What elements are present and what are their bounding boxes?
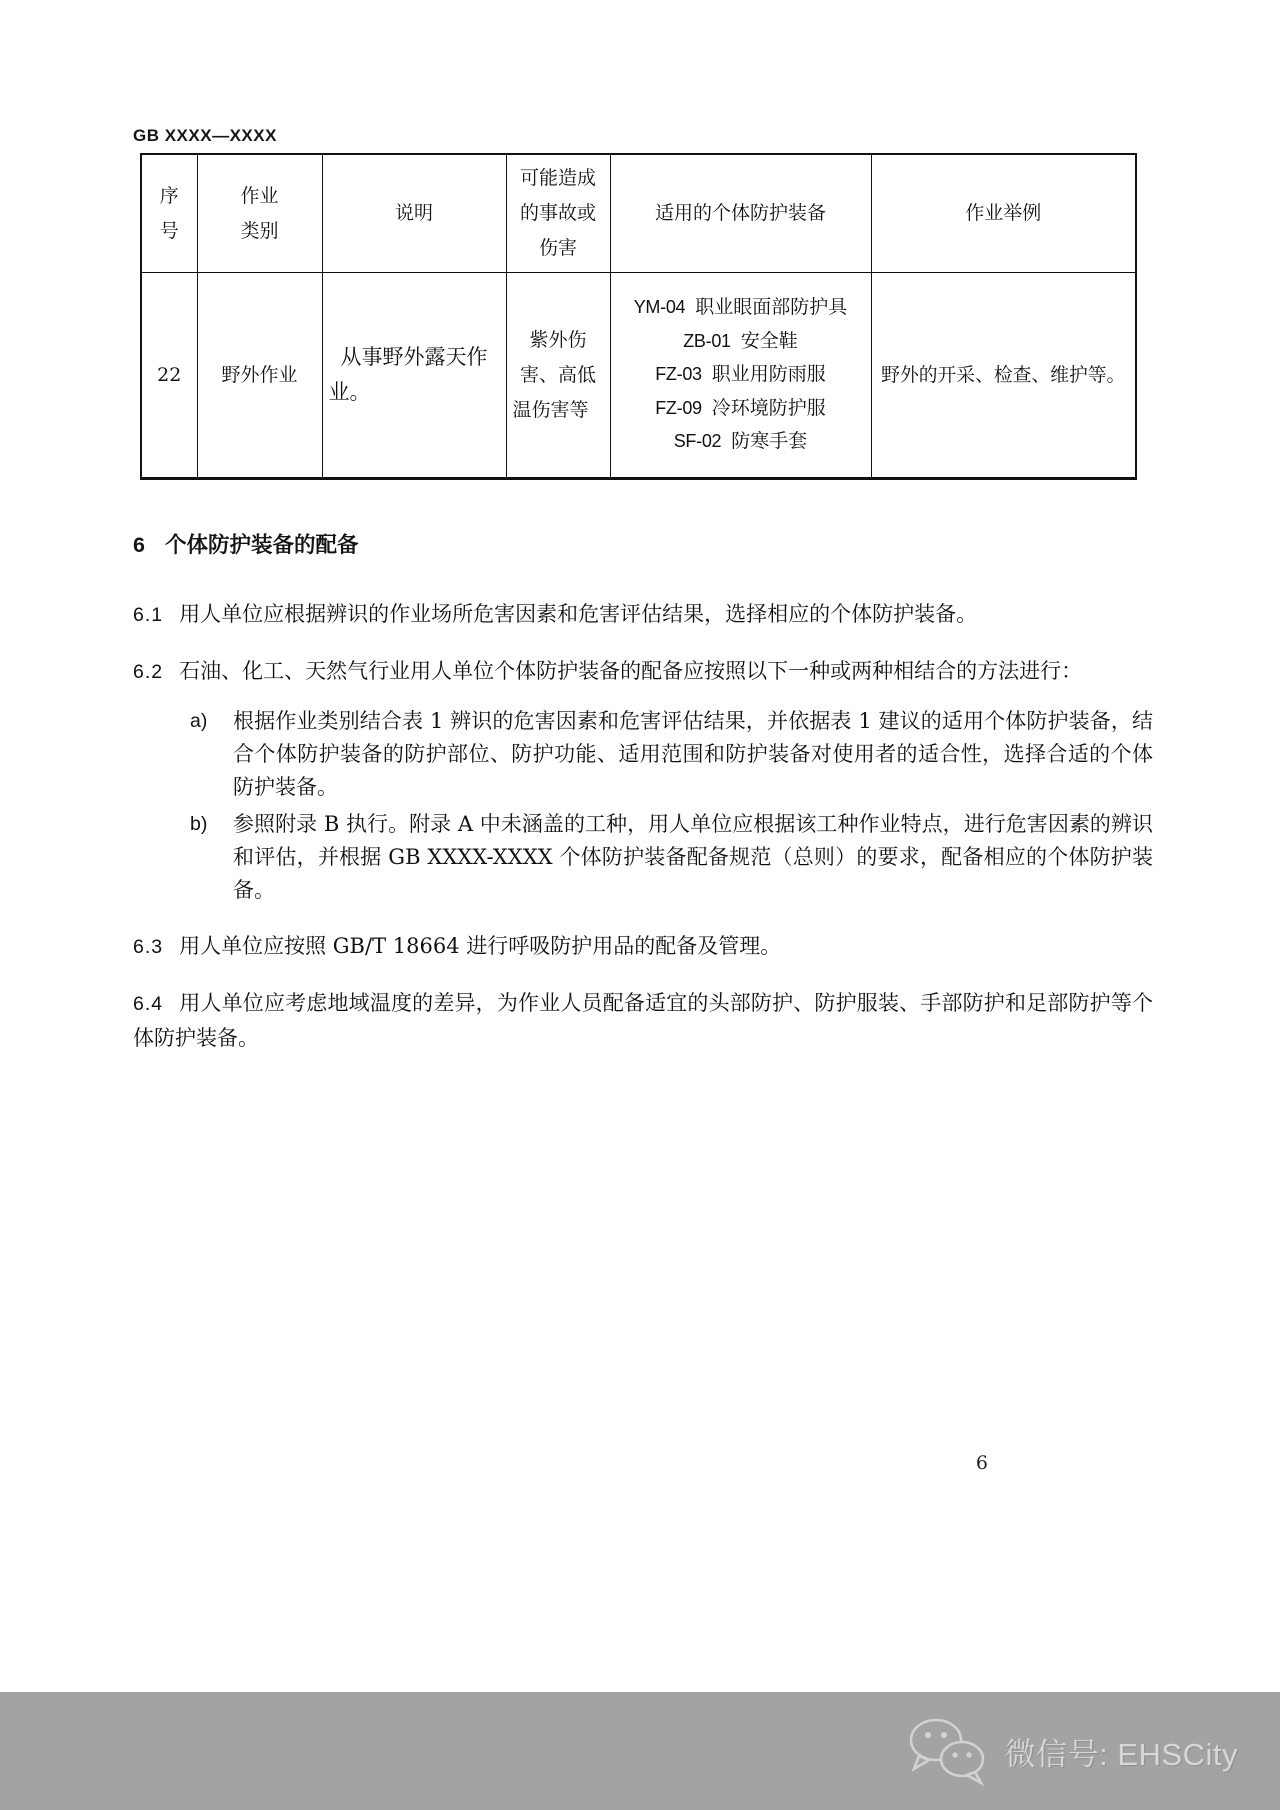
footer-bar xyxy=(0,1692,1280,1810)
clause-number: 6.1 xyxy=(133,604,164,626)
item-text: 根据作业类别结合表 1 辨识的危害因素和危害评估结果，并依据表 1 建议的适用个体防护装备，结合个体防护装备的防护部位、防护功能、适用范围和防护装备对使用者的适合性，选择合适的个体防护装备。 xyxy=(233,709,1153,799)
cell-hazard: 紫外伤害、高低温伤害等 xyxy=(506,273,610,479)
item-label: a) xyxy=(190,710,208,732)
section-number: 6 xyxy=(133,533,145,557)
ppe-code: YM-04 xyxy=(633,297,686,318)
section-title: 个体防护装备的配备 xyxy=(164,533,359,557)
clause-text: 用人单位应按照 GB/T 18664 进行呼吸防护用品的配备及管理。 xyxy=(179,934,782,958)
header-cell-no: 序号 xyxy=(141,154,197,273)
clause-text: 用人单位应考虑地域温度的差异，为作业人员配备适宜的头部防护、防护服装、手部防护和足部防护等个体防护装备。 xyxy=(133,991,1153,1050)
ppe-code: ZB-01 xyxy=(683,330,731,351)
doc-code: GB XXXX—XXXX xyxy=(133,126,277,145)
clause-number: 6.2 xyxy=(133,661,164,683)
clause-6-3 xyxy=(133,929,1153,964)
header-cell-category: 作业类别 xyxy=(197,154,322,273)
ppe-item xyxy=(617,358,865,392)
cell-category: 野外作业 xyxy=(197,273,322,479)
header-cell-hazard: 可能造成的事故或伤害 xyxy=(506,154,610,273)
cell-ppe-list xyxy=(610,273,871,479)
cell-description: 从事野外露天作业。 xyxy=(322,273,506,479)
ppe-name: 防寒手套 xyxy=(731,430,808,453)
ppe-name: 职业用防雨服 xyxy=(711,363,826,386)
header-cell-ppe: 适用的个体防护装备 xyxy=(610,154,871,273)
table-row-22 xyxy=(141,273,1136,479)
clause-6-4 xyxy=(133,986,1153,1055)
ppe-name: 安全鞋 xyxy=(740,329,798,352)
ppe-item xyxy=(617,392,865,426)
clause-number: 6.4 xyxy=(133,993,164,1015)
clause-6-2 xyxy=(133,654,1153,689)
item-text: 参照附录 B 执行。附录 A 中未涵盖的工种，用人单位应根据该工种作业特点，进行危害因素的辨识和评估，并根据 GB XXXX-XXXX 个体防护装备配备规范（总则）的要求，配备相应的个体防护装备。 xyxy=(233,812,1153,902)
ppe-code: FZ-09 xyxy=(655,397,702,418)
cell-no: 22 xyxy=(141,273,197,479)
ppe-name: 冷环境防护服 xyxy=(711,396,826,419)
ppe-code: SF-02 xyxy=(673,431,722,452)
clause-6-1 xyxy=(133,597,1153,632)
ppe-name: 职业眼面部防护具 xyxy=(695,296,848,319)
header-cell-description: 说明 xyxy=(322,154,506,273)
clause-number: 6.3 xyxy=(133,936,164,958)
method-list xyxy=(190,705,1153,907)
ppe-code: FZ-03 xyxy=(655,364,702,385)
list-item-a xyxy=(190,705,1153,804)
wechat-label: 微信号: EHSCity xyxy=(1004,1736,1238,1772)
cell-examples: 野外的开采、检查、维护等。 xyxy=(871,273,1136,479)
wechat-icon xyxy=(905,1714,991,1788)
table-header-row xyxy=(141,154,1136,273)
ppe-item xyxy=(617,291,865,325)
clause-text: 石油、化工、天然气行业用人单位个体防护装备的配备应按照以下一种或两种相结合的方法进行： xyxy=(179,659,1083,683)
clause-text: 用人单位应根据辨识的作业场所危害因素和危害评估结果，选择相应的个体防护装备。 xyxy=(179,602,978,626)
list-item-b xyxy=(190,808,1153,907)
ppe-item xyxy=(617,425,865,459)
page-number: 6 xyxy=(975,1452,988,1474)
item-label: b) xyxy=(190,813,208,835)
section-6-heading xyxy=(133,528,1280,559)
header-cell-examples: 作业举例 xyxy=(871,154,1136,273)
ppe-table xyxy=(140,153,1137,480)
ppe-item xyxy=(617,325,865,359)
